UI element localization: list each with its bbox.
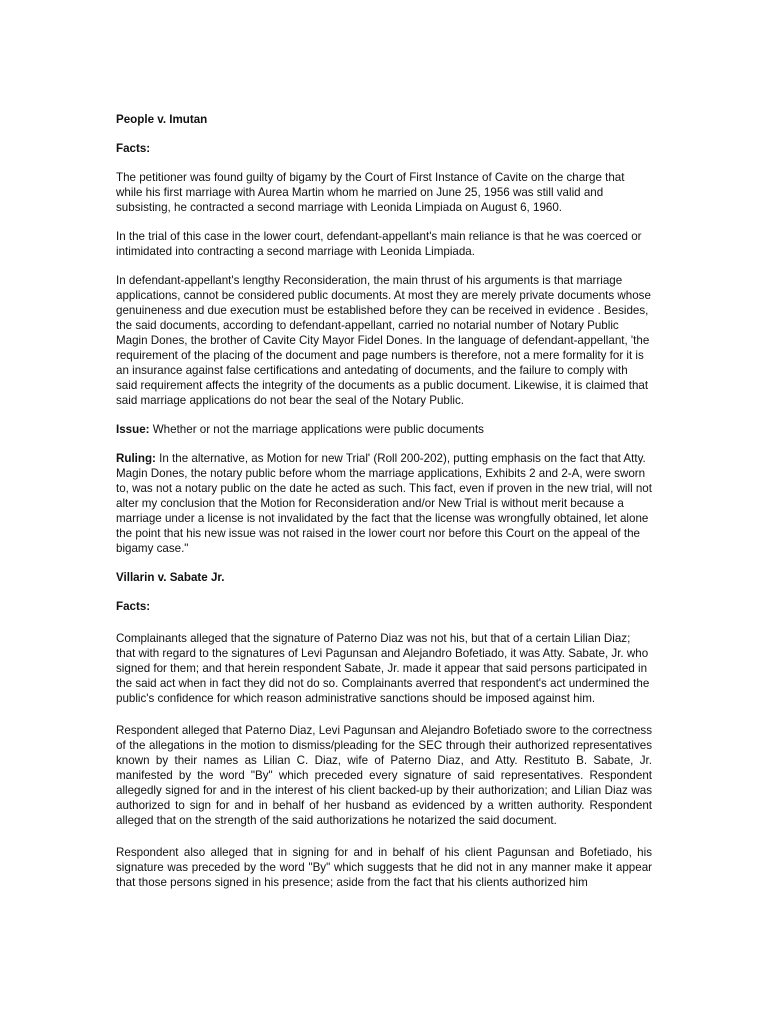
facts-heading: Facts: <box>116 600 151 613</box>
ruling-text: In the alternative, as Motion for new Trial' (Roll 200-202), putting emphasis on the fact that Atty. Magin Dones, the notary public before whom the marriage applications, Exhibits 2 and 2-A, were sworn to, was not a notary public on the date he acted as such. This fact, even if proven in the new trial, will not alter my conclusion that the Motion for Reconsideration and/or New Trial is without merit because a marriage under a license is not invalidated by the fact that the license was wrongfully obtained, let alone the point that his new issue was not raised in the lower court nor before this Court on the appeal of the bigamy case." <box>116 452 652 555</box>
facts-paragraph: Respondent alleged that Paterno Diaz, Levi Pagunsan and Alejandro Bofetiado swore to the correctness of the allegations in the motion to dismiss/pleading for the SEC through their authorized representatives known by their names as Lilian C. Diaz, wife of Paterno Diaz, and Atty. Restituto B. Sabate, Jr. manifested by the word "By" which preceded every signature of said representatives. Respondent allegedly signed for and in the interest of his client backed-up by their authorization; and Lilian Diaz was authorized to sign for and in behalf of her husband as evidenced by a written authority. Respondent alleged that on the strength of the said authorizations he notarized the said document. <box>116 724 652 827</box>
ruling-paragraph <box>116 451 652 556</box>
document-page <box>116 112 652 904</box>
facts-paragraph: Complainants alleged that the signature of Paterno Diaz was not his, but that of a certain Lilian Diaz; that with regard to the signatures of Levi Pagunsan and Alejandro Bofetiado, it was Atty. Sabate, Jr. who signed for them; and that herein respondent Sabate, Jr. made it appear that said persons participated in the said act when in fact they did not do so. Complainants averred that respondent's act undermined the public's confidence for which reason administrative sanctions should be imposed against him. <box>116 632 650 705</box>
facts-paragraph: In defendant-appellant's lengthy Reconsideration, the main thrust of his arguments is that marriage applications, cannot be considered public documents. At most they are merely private documents whose genuineness and due execution must be established before they can be received in evidence . Besides, the said documents, according to defendant-appellant, carried no notarial number of Notary Public Magin Dones, the brother of Cavite City Mayor Fidel Dones. In the language of defendant-appellant, 'the requirement of the placing of the document and page numbers is therefore, not a mere formality for it is an insurance against false certifications and antedating of documents, and the failure to comply with said requirement affects the integrity of the documents as a public document. Likewise, it is claimed that said marriage applications do not bear the seal of the Notary Public. <box>116 274 651 407</box>
case-title-people-v-imutan: People v. Imutan <box>116 113 208 126</box>
facts-paragraph: The petitioner was found guilty of bigamy by the Court of First Instance of Cavite on the charge that while his first marriage with Aurea Martin whom he married on June 25, 1956 was still valid and subsisting, he contracted a second marriage with Leonida Limpiada on August 6, 1960. <box>116 171 625 214</box>
facts-heading: Facts: <box>116 142 151 155</box>
ruling-label: Ruling: <box>116 452 156 465</box>
case-title-villarin-v-sabate: Villarin v. Sabate Jr. <box>116 571 225 584</box>
facts-paragraph: In the trial of this case in the lower court, defendant-appellant's main reliance is that he was coerced or intimidated into contracting a second marriage with Leonida Limpiada. <box>116 230 642 258</box>
issue-paragraph <box>116 422 652 437</box>
facts-paragraph: Respondent also alleged that in signing for and in behalf of his client Pagunsan and Bofetiado, his signature was preceded by the word "By" which suggests that he did not in any manner make it appear that those persons signed in his presence; aside from the fact that his clients authorized him <box>116 846 652 889</box>
issue-text: Whether or not the marriage applications were public documents <box>149 423 484 436</box>
issue-label: Issue: <box>116 423 150 436</box>
